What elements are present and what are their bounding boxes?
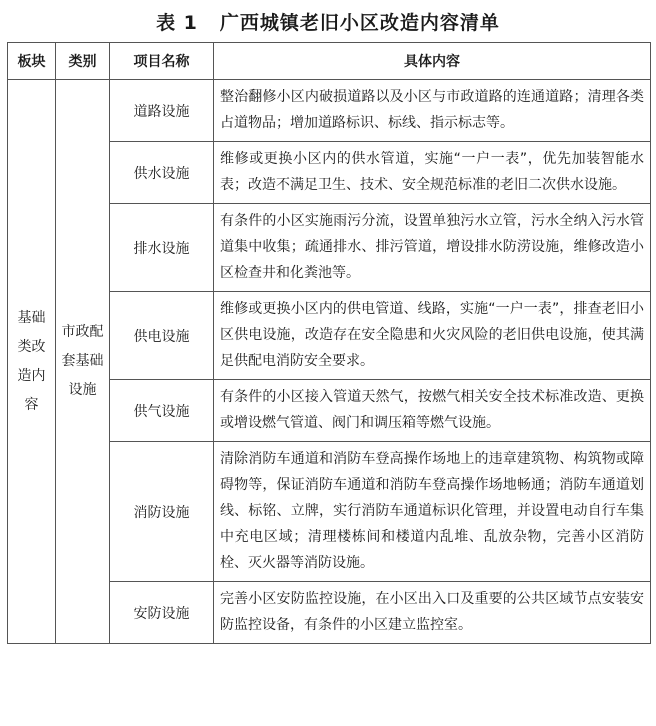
item-content: 清除消防车通道和消防车登高操作场地上的违章建筑物、构筑物或障碍物等，保证消防车通道和消防车登高操作场地畅通；消防车通道划线、标铭、立牌，实行消防车通道标识化管理，并设置电动自行车集中充电区域；清理楼栋间和楼道内乱堆、乱放杂物，完善小区消防栓、灭火器等消防设施。 [214, 442, 651, 582]
item-name: 供水设施 [110, 142, 214, 204]
table-row [8, 80, 651, 142]
section-cell: 基础类改造内容 [8, 80, 56, 644]
header-category: 类别 [56, 43, 110, 80]
renovation-table [7, 42, 651, 644]
item-name: 道路设施 [110, 80, 214, 142]
header-content: 具体内容 [214, 43, 651, 80]
header-item-name: 项目名称 [110, 43, 214, 80]
item-content: 有条件的小区实施雨污分流，设置单独污水立管，污水全纳入污水管道集中收集；疏通排水、排污管道，增设排水防涝设施，维修改造小区检查井和化粪池等。 [214, 204, 651, 292]
header-section: 板块 [8, 43, 56, 80]
item-name: 供电设施 [110, 292, 214, 380]
table-number: 表 1 [156, 12, 198, 34]
item-name: 安防设施 [110, 582, 214, 644]
category-cell: 市政配套基础设施 [56, 80, 110, 644]
header-row [8, 43, 651, 80]
item-content: 维修或更换小区内的供电管道、线路，实施“一户一表”，排查老旧小区供电设施，改造存在安全隐患和火灾风险的老旧供电设施，使其满足供配电消防安全要求。 [214, 292, 651, 380]
item-content: 完善小区安防监控设施，在小区出入口及重要的公共区域节点安装安防监控设备，有条件的小区建立监控室。 [214, 582, 651, 644]
item-name: 供气设施 [110, 380, 214, 442]
item-name: 排水设施 [110, 204, 214, 292]
item-content: 维修或更换小区内的供水管道，实施“一户一表”，优先加装智能水表；改造不满足卫生、技术、安全规范标准的老旧二次供水设施。 [214, 142, 651, 204]
table-title [0, 8, 656, 35]
item-name: 消防设施 [110, 442, 214, 582]
item-content: 有条件的小区接入管道天然气，按燃气相关安全技术标准改造、更换或增设燃气管道、阀门和调压箱等燃气设施。 [214, 380, 651, 442]
item-content: 整治翻修小区内破损道路以及小区与市政道路的连通道路；清理各类占道物品；增加道路标识、标线、指示标志等。 [214, 80, 651, 142]
table-title-text: 广西城镇老旧小区改造内容清单 [219, 12, 500, 34]
